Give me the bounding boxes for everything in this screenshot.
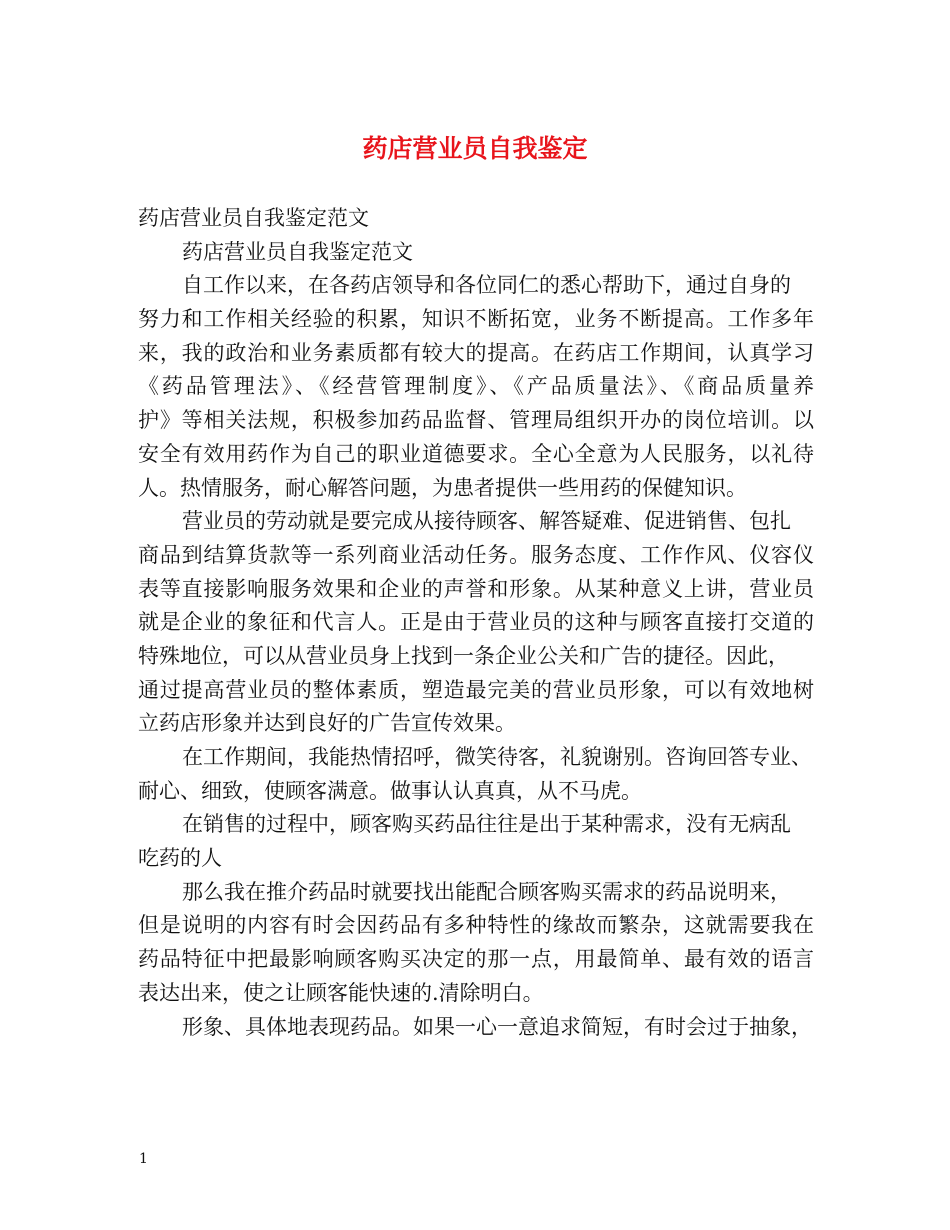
text-line: 耐心、细致，使顾客满意。做事认认真真，从不马虎。	[138, 778, 642, 803]
text-line: 表达出来，使之让顾客能快速的.清除明白。	[138, 980, 544, 1005]
text-line: 特殊地位，可以从营业员身上找到一条企业公关和广告的捷径。因此，	[138, 643, 789, 668]
text-line: 护》等相关法规，积极参加药品监督、管理局组织开办的岗位培训。以	[138, 408, 814, 433]
document-body	[138, 202, 814, 1044]
text-line: 努力和工作相关经验的积累，知识不断拓宽，业务不断提高。工作多年	[138, 307, 814, 332]
text-line: 在工作期间，我能热情招呼，微笑待客，礼貌谢别。咨询回答专业、	[182, 745, 812, 769]
document-title: 药店营业员自我鉴定	[362, 134, 588, 163]
text-line: 药店营业员自我鉴定范文	[138, 206, 369, 230]
text-line: 但是说明的内容有时会因药品有多种特性的缘故而繁杂，这就需要我在	[138, 913, 814, 938]
page-number: 1	[139, 1151, 148, 1167]
text-line: 《药品管理法》、《经营管理制度》、《产品质量法》、《商品质量养	[138, 374, 814, 399]
text-line: 通过提高营业员的整体素质，塑造最完美的营业员形象，可以有效地树	[138, 677, 814, 702]
text-line: 人。热情服务，耐心解答问题，为患者提供一些用药的保健知识。	[138, 475, 747, 500]
text-line: 来，我的政治和业务素质都有较大的提高。在药店工作期间，认真学习	[138, 340, 814, 365]
text-line: 在销售的过程中，顾客购买药品往往是出于某种需求，没有无病乱	[182, 812, 791, 837]
text-line: 那么我在推介药品时就要找出能配合顾客购买需求的药品说明来，	[182, 879, 791, 904]
text-line: 就是企业的象征和代言人。正是由于营业员的这种与顾客直接打交道的	[138, 610, 814, 635]
text-line: 安全有效用药作为自己的职业道德要求。全心全意为人民服务，以礼待	[138, 441, 814, 466]
text-line: 立药店形象并达到良好的广告宣传效果。	[138, 711, 516, 736]
text-line: 自工作以来，在各药店领导和各位同仁的悉心帮助下，通过自身的	[182, 273, 791, 298]
text-line: 表等直接影响服务效果和企业的声誉和形象。从某种意义上讲，营业员	[138, 576, 814, 601]
text-line: 吃药的人	[138, 846, 222, 871]
text-line: 药店营业员自我鉴定范文	[182, 239, 413, 264]
text-line: 营业员的劳动就是要完成从接待顾客、解答疑难、促进销售、包扎	[182, 509, 791, 534]
text-line: 商品到结算货款等一系列商业活动任务。服务态度、工作作风、仪容仪	[138, 542, 814, 567]
text-line: 药品特征中把最影响顾客购买决定的那一点，用最简单、最有效的语言	[138, 947, 814, 972]
text-line: 形象、具体地表现药品。如果一心一意追求简短，有时会过于抽象，	[182, 1014, 812, 1039]
